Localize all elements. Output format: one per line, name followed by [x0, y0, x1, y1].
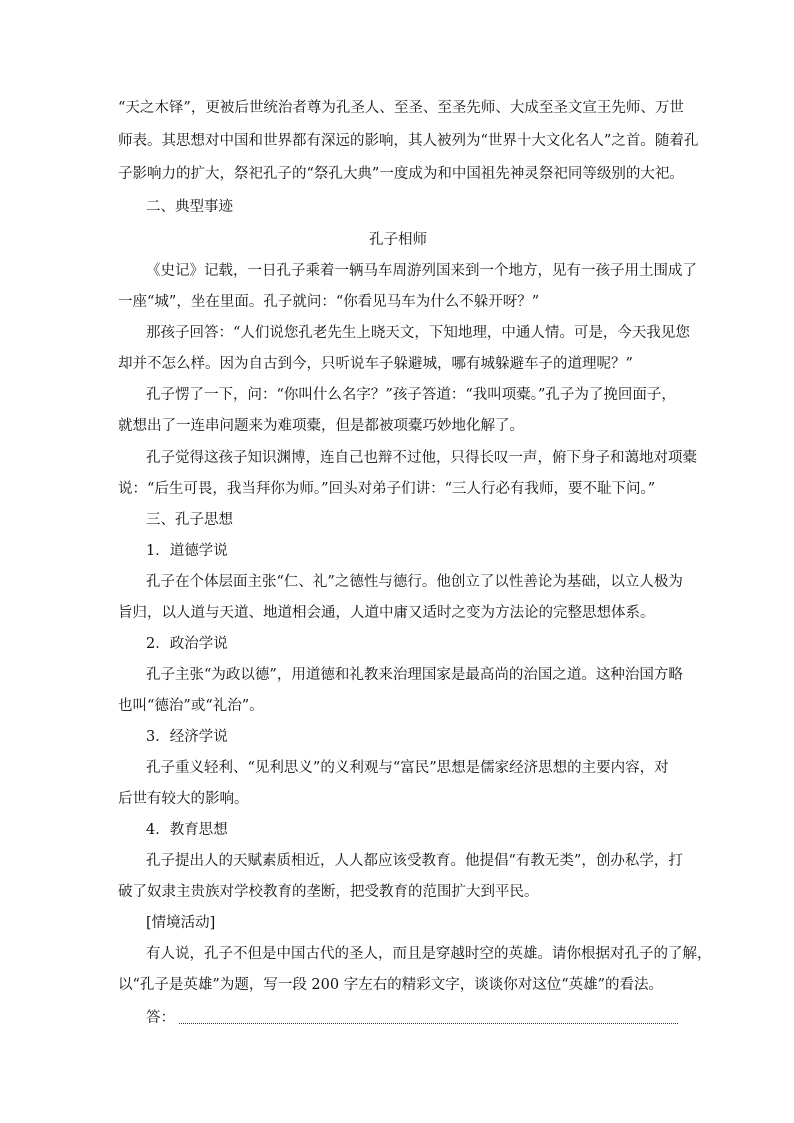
activity-line-2: 以“孔子是英雄”为题，写一段 200 字左右的精彩文字，谈谈你对这位“英雄”的看法。	[118, 977, 664, 993]
story-paragraph-4-line-2: 说：“后生可畏，我当拜你为师。”回头对弟子们讲：“三人行必有我师，要不耻下问。”	[118, 481, 656, 497]
story-paragraph-3-line-1: 孔子愣了一下，问：“你叫什么名字？”孩子答道：“我叫项橐。”孔子为了挽回面子，	[146, 387, 676, 403]
item-politics-line-1: 孔子主张“为政以德”，用道德和礼教来治理国家是最高尚的治国之道。这种治国方略	[146, 667, 683, 683]
item-morality-line-1: 孔子在个体层面主张“仁、礼”之德性与德行。他创立了以性善论为基础，以立人极为	[146, 574, 683, 590]
item-education-line-2: 破了奴隶主贵族对学校教育的垄断，把受教育的范围扩大到平民。	[118, 884, 539, 900]
activity-line-1: 有人说，孔子不但是中国古代的圣人，而且是穿越时空的英雄。请你根据对孔子的了解，	[146, 946, 712, 962]
item-politics-line-2: 也叫“德治”或“礼治”。	[118, 698, 264, 714]
answer-label: 答：	[146, 1010, 175, 1026]
story-paragraph-3-line-2: 就想出了一连串问题来为难项橐，但是都被项橐巧妙地化解了。	[118, 418, 524, 434]
activity-heading: [情境活动]	[146, 915, 216, 931]
story-paragraph-1-line-1: 《史记》记载，一日孔子乘着一辆马车周游列国来到一个地方，见有一孩子用土围成了	[146, 263, 697, 279]
story-paragraph-1-line-2: 一座“城”，坐在里面。孔子就问：“你看见马车为什么不躲开呀？”	[118, 294, 540, 310]
item-economics-line-1: 孔子重义轻利、“见利思义”的义利观与“富民”思想是儒家经济思想的主要内容，对	[146, 760, 669, 776]
section-heading-confucius-thought: 三、孔子思想	[146, 512, 233, 528]
item-title-economics: 3．经济学说	[146, 729, 228, 745]
intro-line-2: 师表。其思想对中国和世界都有深远的影响，其人被列为“世界十大文化名人”之首。随着孔	[118, 133, 699, 149]
story-title: 孔子相师	[369, 232, 427, 248]
intro-line-1: “天之木铎”，更被后世统治者尊为孔圣人、至圣、至圣先师、大成至圣文宣王先师、万世	[118, 100, 684, 116]
story-paragraph-2-line-1: 那孩子回答：“人们说您孔老先生上晓天文，下知地理，中通人情。可是，今天我见您	[146, 325, 690, 341]
item-morality-line-2: 旨归，以人道与天道、地道相会通，人道中庸又适时之变为方法论的完整思想体系。	[118, 605, 655, 621]
section-heading-typical-deeds: 二、典型事迹	[146, 199, 233, 215]
story-paragraph-4-line-1: 孔子觉得这孩子知识渊博，连自己也辩不过他，只得长叹一声，俯下身子和蔼地对项橐	[146, 450, 697, 466]
item-title-education: 4．教育思想	[146, 822, 228, 838]
story-paragraph-2-line-2: 却并不怎么样。因为自古到今，只听说车子躲避城，哪有城躲避车子的道理呢？”	[118, 356, 633, 372]
answer-row[interactable]	[146, 1008, 678, 1028]
item-title-politics: 2．政治学说	[146, 636, 228, 652]
answer-blank-line[interactable]	[179, 1023, 678, 1024]
item-education-line-1: 孔子提出人的天赋素质相近，人人都应该受教育。他提倡“有教无类”，创办私学，打	[146, 853, 683, 869]
intro-line-3: 子影响力的扩大，祭祀孔子的“祭孔大典”一度成为和中国祖先神灵祭祀同等级别的大祀。	[118, 166, 684, 182]
item-title-morality: 1．道德学说	[146, 543, 228, 559]
item-economics-line-2: 后世有较大的影响。	[118, 791, 249, 807]
